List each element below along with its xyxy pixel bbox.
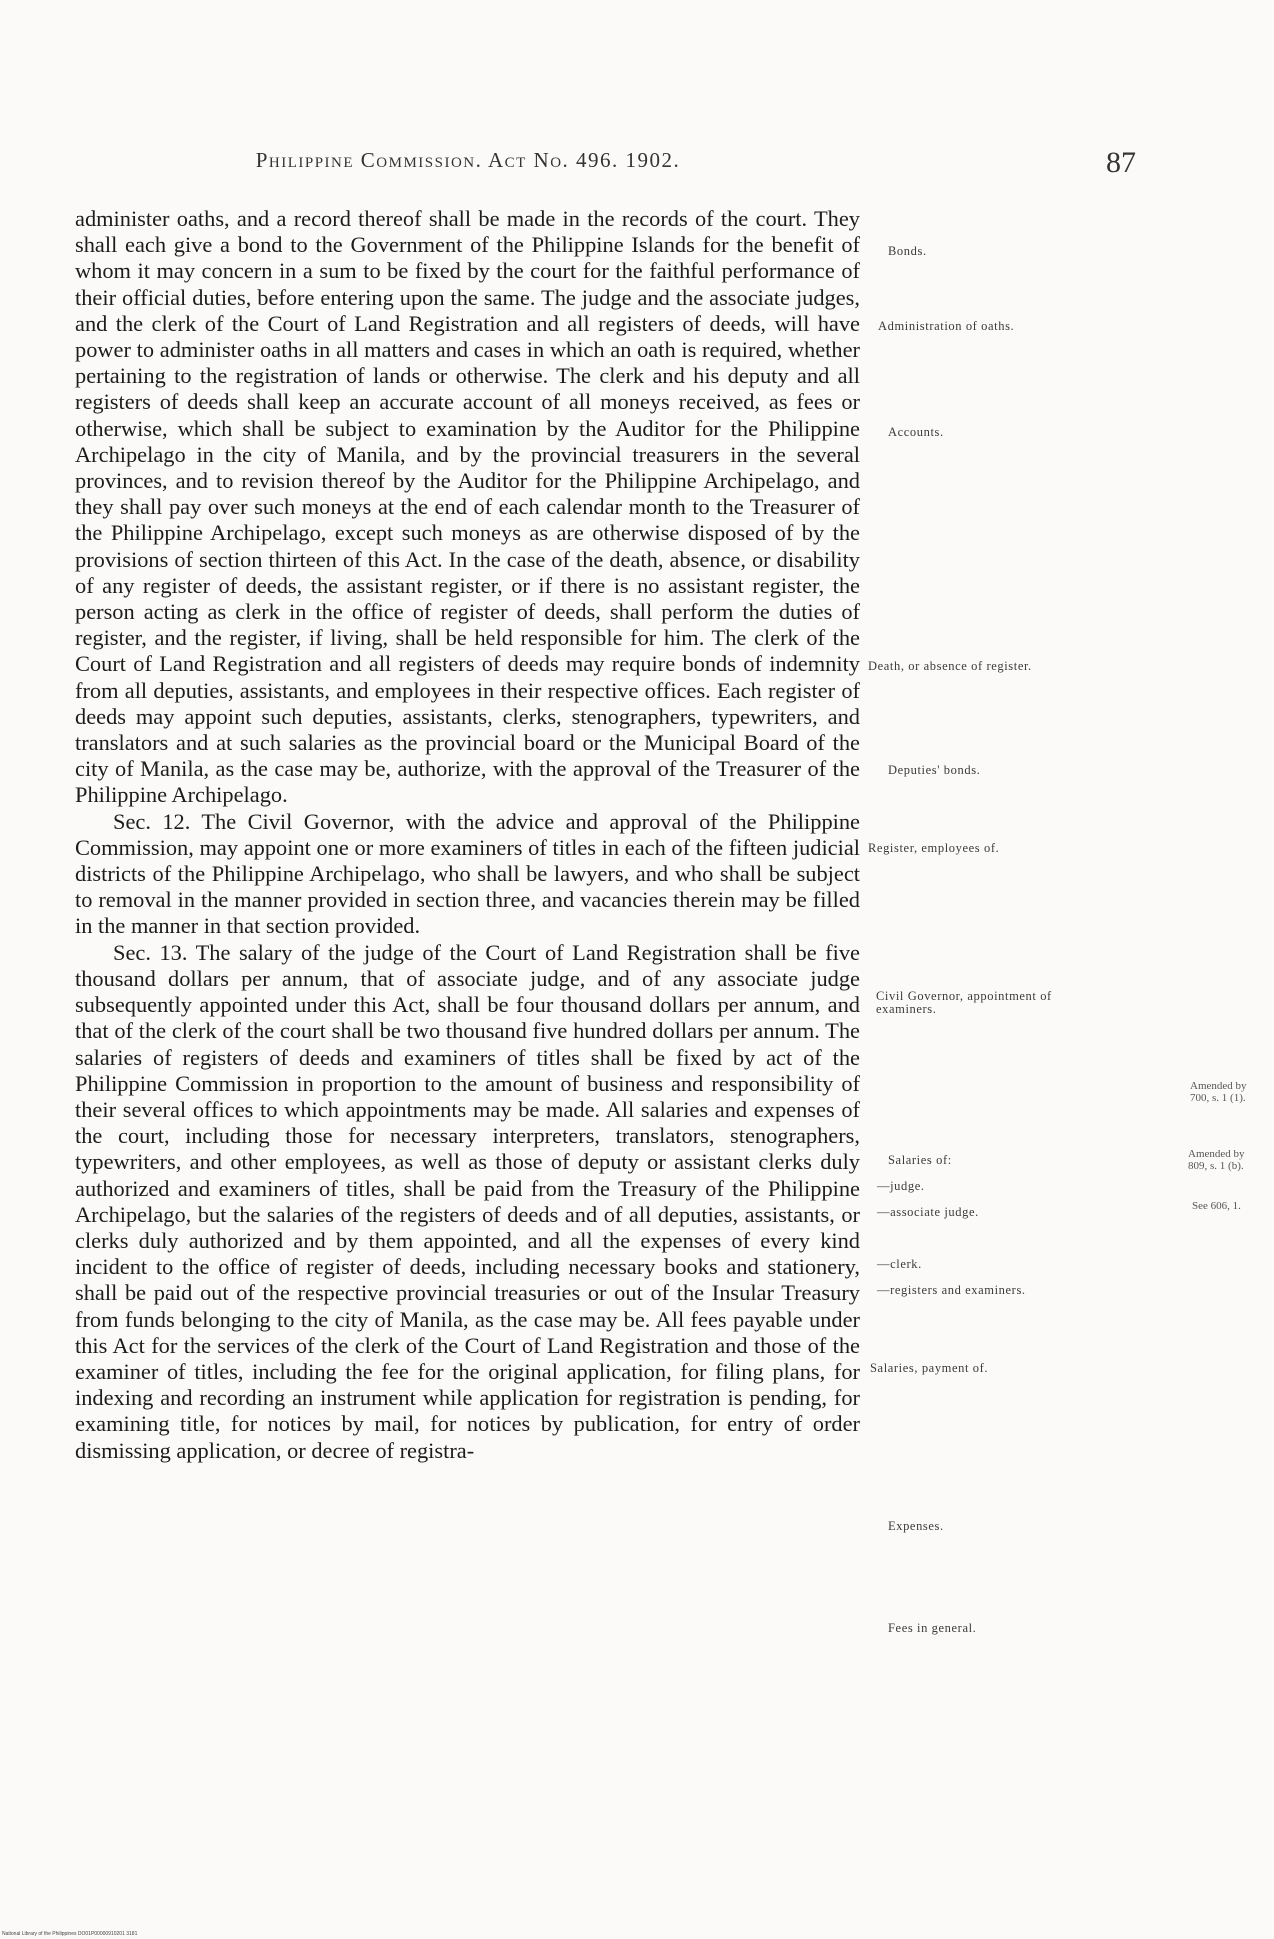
amendment-note: See 606, 1. [1192, 1200, 1241, 1212]
paragraph-continuation: administer oaths, and a record thereof shall be made in the records of the court. They shall each give a bond to the Government of the Philippine Islands for the benefit of whom it may concern in a sum to be fixed by the court for the faithful performance of their official duties, before entering upon the same. The judge and the associate judges, and the clerk of the Court of Land Registration and all registers of deeds, will have power to administer oaths in all matters and cases in which an oath is required, whether pertaining to the registration of lands or otherwise. The clerk and his deputy and all registers of deeds shall keep an accurate account of all moneys received, as fees or otherwise, which shall be subject to examination by the Auditor for the Philippine Archipelago in the city of Manila, and by the provincial treasurers in the several provinces, and to revision thereof by the Auditor for the Philippine Archipelago, and they shall pay over such moneys at the end of each calendar month to the Treasurer of the Philippine Archipelago, except such moneys as are otherwise disposed of by the provisions of section thirteen of this Act. In the case of the death, absence, or disability of any register of deeds, the assistant register, or if there is no assistant register, the person acting as clerk in the office of register of deeds, shall perform the duties of register, and the register, if living, shall be held responsible for him. The clerk of the Court of Land Registration and all registers of deeds may require bonds of indemnity from all deputies, assistants, and employees in their respective offices. Each register of deeds may appoint such deputies, assistants, clerks, stenographers, typewriters, and translators and at such salaries as the provincial board or the Municipal Board of the city of Manila, as the case may be, authorize, with the approval of the Treasurer of the Philippine Archipelago. [75, 206, 860, 808]
paragraph-section-12: Sec. 12. The Civil Governor, with the advice and approval of the Philippine Commission, may appoint one or more examiners of titles in each of the fifteen judicial districts of the Philippine Archipelago, who shall be lawyers, and who shall be subject to removal in the manner provided in section three, and vacancies therein may be filled in the manner in that section provided. [75, 808, 860, 939]
paragraph-section-13: Sec. 13. The salary of the judge of the Court of Land Registration shall be five thousand dollars per annum, that of associate judge, and of any associate judge subsequently appointed under this Act, shall be four thousand dollars per annum, and that of the clerk of the court shall be two thousand five hundred dollars per annum. The salaries of registers of deeds and examiners of titles shall be fixed by act of the Philippine Commission in proportion to the amount of business and responsibility of their several offices to which appointments may be made. All salaries and expenses of the court, including those for necessary interpreters, translators, stenographers, typewriters, and other employees, as well as those of deputy or assistant clerks duly authorized and examiners of titles, shall be paid from the Treasury of the Philippine Archipelago, but the salaries of the registers of deeds and of all deputies, assistants, or clerks duly authorized and by them appointed, and all the expenses of every kind incident to the office of register of deeds, including necessary books and stationery, shall be paid out of the respective provincial treasuries or out of the Insular Treasury from funds belonging to the city of Manila, as the case may be. All fees payable under this Act for the services of the clerk of the Court of Land Registration and those of the examiner of titles, including the fee for the original application, for filing plans, for indexing and recording an instrument while application for registration is pending, for examining title, for notices by mail, for notices by publication, for entry of order dismissing application, or decree of registra- [75, 939, 860, 1463]
scan-credit-footer: National Library of the Philippines DO01P00000910201 3181 [2, 1931, 138, 1937]
body-text [75, 206, 860, 1464]
margin-note-associate-judge: —associate judge. [877, 1205, 979, 1219]
amendment-note: Amended by 809, s. 1 (b). [1188, 1148, 1245, 1172]
amendment-note: Amended by 700, s. 1 (1). [1190, 1080, 1247, 1104]
margin-note-oaths: Administration of oaths. [878, 319, 1015, 333]
page-number: 87 [1106, 146, 1136, 179]
margin-note-civil-governor: Civil Governor, appointment of examiners. [876, 989, 1052, 1016]
margin-note-judge: —judge. [877, 1179, 925, 1193]
margin-note-clerk: —clerk. [877, 1257, 922, 1271]
margin-note-registers-examiners: —registers and examiners. [877, 1283, 1026, 1297]
margin-note-expenses: Expenses. [888, 1519, 944, 1533]
running-head: Philippine Commission. Act No. 496. 1902. [255, 148, 681, 172]
margin-note-accounts: Accounts. [888, 425, 944, 439]
margin-note-salaries-payment: Salaries, payment of. [870, 1361, 989, 1375]
margin-note-bonds: Bonds. [888, 244, 927, 258]
margin-note-register-employees: Register, employees of. [868, 841, 1000, 855]
margin-note-death-absence: Death, or absence of register. [868, 659, 1032, 673]
margin-note-deputies-bonds: Deputies' bonds. [888, 763, 981, 777]
margin-note-fees: Fees in general. [888, 1621, 977, 1635]
margin-note-salaries: Salaries of: [888, 1153, 952, 1167]
